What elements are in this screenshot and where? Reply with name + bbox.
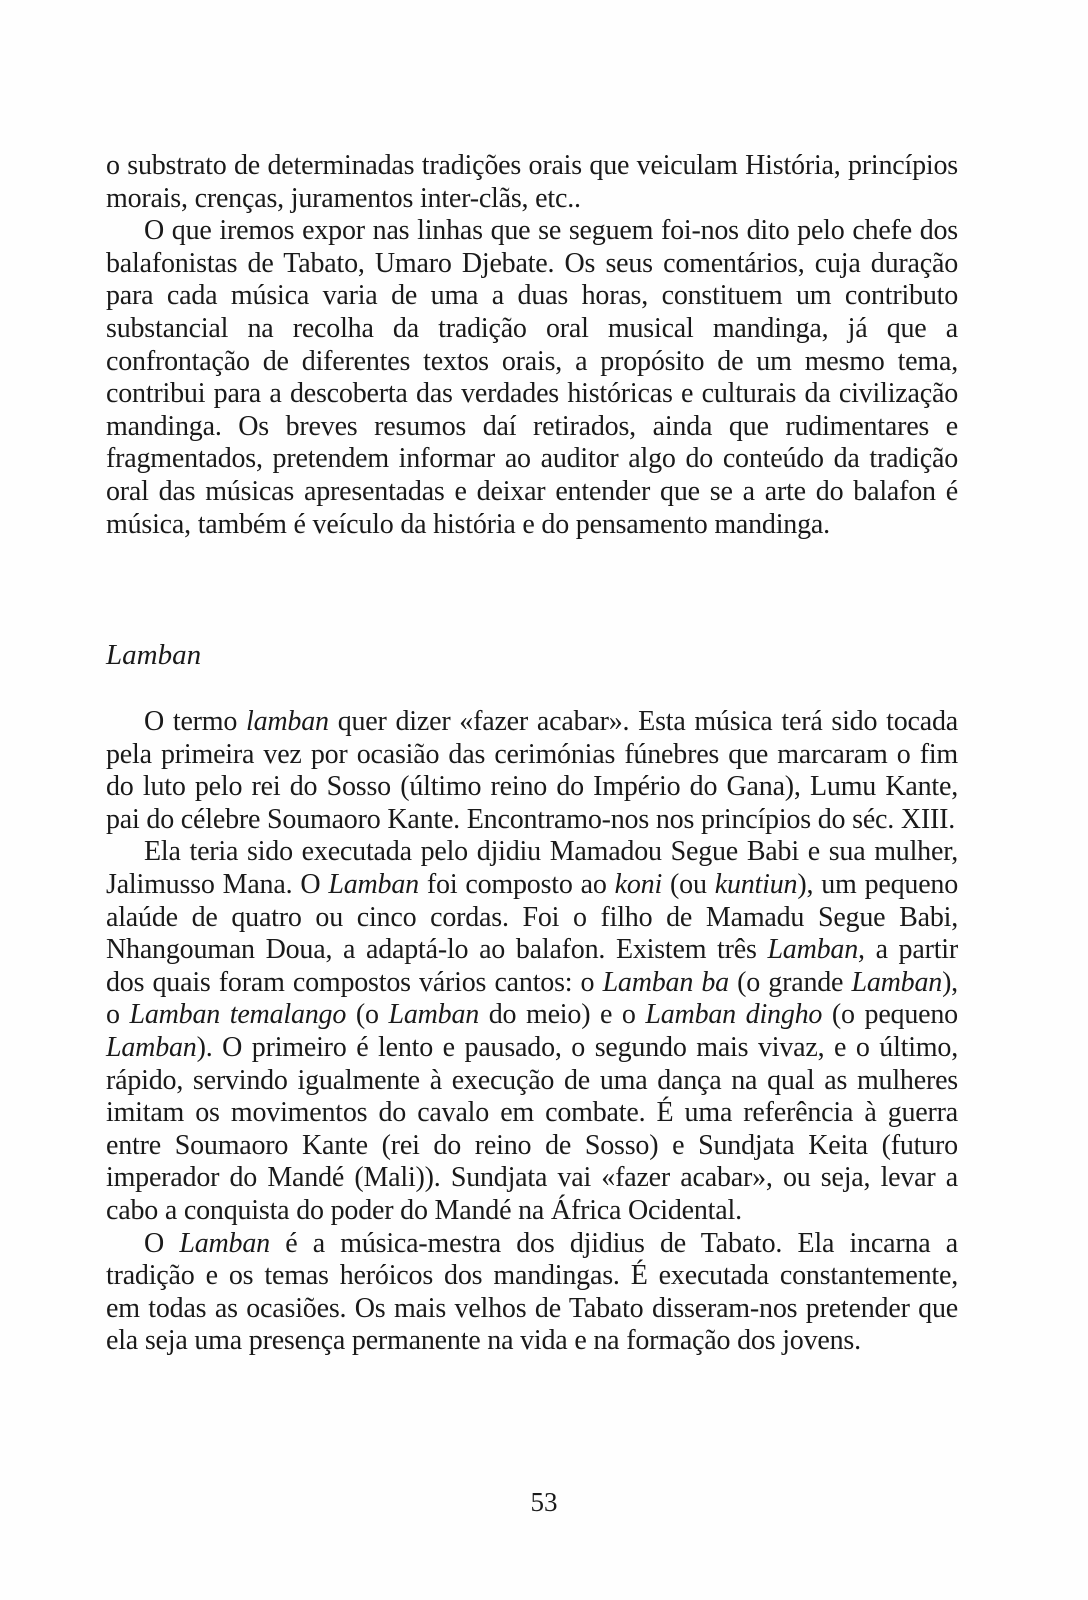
- italic-term: Lamban: [179, 1227, 270, 1259]
- intro-paragraph-1: o substrato de determinadas tradições orais que veiculam História, princípios morais, crenças, juramentos inter-clãs, etc..: [106, 150, 958, 214]
- text-run: ). O primeiro é lento e pausado, o segundo mais vivaz, e o último, rápido, servindo igualmente à execução de uma dança na qual as mulheres imitam os movimentos do cavalo em combate. É uma referência à guerra entre Soumaoro Kante (rei do reino de Sosso) e Sundjata Keita (futuro imperador do Mandé (Mali)). Sundjata vai «fazer acabar», ou seja, levar a cabo a conquista do poder do Mandé na África Ocidental.: [106, 1031, 958, 1226]
- section-paragraph-1: [106, 706, 958, 836]
- intro-text: [106, 150, 958, 541]
- section-paragraph-2: [106, 836, 958, 1227]
- text-run: é a música-mestra dos djidius de Tabato. Ela incarna a tradição e os temas heróicos dos mandingas. É executada constantemente, em todas as ocasiões. Os mais velhos de Tabato disseram-nos pretender que ela seja uma presença permanente na vida e na formação dos jovens.: [106, 1227, 958, 1357]
- italic-term: Lamban,: [767, 934, 865, 966]
- text-run: O: [144, 1227, 180, 1259]
- text-run: ), um pequeno alaúde de quatro ou cinco cordas. Foi o filho de Mamadu Segue Babi, Nhangouman Doua, a adaptá-lo ao balafon. Existem três: [106, 868, 959, 966]
- italic-term: Lamban: [106, 1031, 197, 1063]
- text-run: Ela teria sido executada pelo djidiu Mamadou Segue Babi e sua mulher, Jalimusso Mana. O: [106, 836, 958, 900]
- intro-paragraph-2: O que iremos expor nas linhas que se seguem foi-nos dito pelo chefe dos balafonistas de Tabato, Umaro Djebate. Os seus comentários, cuja duração para cada música varia de uma a duas horas, constituem um contributo substancial na recolha da tradição oral musical mandinga, já que a confrontação de diferentes textos orais, a propósito de um mesmo tema, contribui para a descoberta das verdades históricas e culturais da civilização mandinga. Os breves resumos daí retirados, ainda que rudimentares e fragmentados, pretendem informar ao auditor algo do conteúdo da tradição oral das músicas apresentadas e deixar entender que se a arte do balafon é música, também é veículo da história e do pensamento mandinga.: [106, 215, 958, 540]
- italic-term: Lamban: [388, 999, 480, 1031]
- text-run: O termo: [144, 706, 247, 737]
- italic-term: koni: [614, 868, 663, 900]
- page-number: 53: [530, 1487, 558, 1517]
- italic-term: Lamban: [328, 868, 419, 900]
- text-run: a partir dos quais foram compostos vários cantos: o: [106, 934, 958, 998]
- text-run: (o: [346, 999, 389, 1031]
- text-run: foi composto ao: [418, 868, 615, 900]
- text-run: (o grande: [728, 966, 852, 998]
- italic-term: lamban: [246, 706, 329, 737]
- section-heading: Lamban: [106, 639, 202, 671]
- text-run: ), o: [106, 966, 958, 1031]
- italic-term: kuntiun: [714, 868, 798, 900]
- italic-term: Lamban ba: [602, 966, 729, 998]
- italic-term: Lamban: [851, 966, 943, 998]
- section-body: [106, 706, 958, 1358]
- text-run: (ou: [662, 868, 715, 900]
- text-run: do meio) e o: [479, 999, 646, 1031]
- text-run: quer dizer «fazer acabar». Esta música terá sido tocada pela primeira vez por ocasião das cerimónias fúnebres que marcaram o fim do luto pelo rei do Sosso (último reino do Império do Gana), Lumu Kante, pai do célebre Soumaoro Kante. Encontramo-nos nos princípios do séc. XIII.: [106, 706, 958, 835]
- italic-term: Lamban temalango: [129, 999, 347, 1031]
- italic-term: Lamban dingho: [645, 999, 823, 1031]
- text-run: (o pequeno: [822, 999, 958, 1031]
- section-paragraph-3: [106, 1228, 958, 1358]
